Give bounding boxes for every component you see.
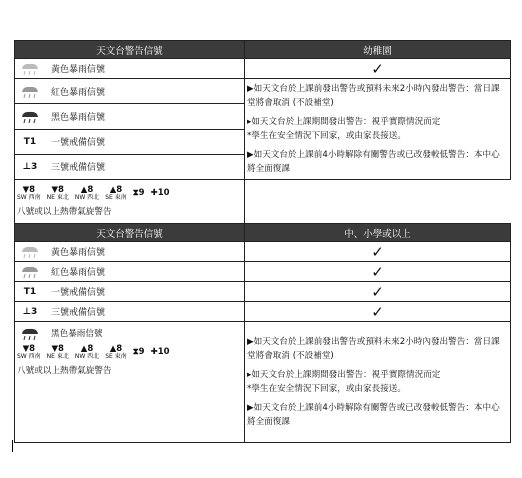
table2-row-t3 (15, 302, 245, 322)
table1-row-yellow (15, 59, 245, 79)
table2-row-red (15, 262, 245, 282)
table2-black-label: 黑色暴雨信號 (51, 328, 103, 339)
tc10-icon: ✚10 (150, 347, 170, 357)
t3-signal-icon: ⊥3 (22, 161, 38, 172)
table1-row-tc8 (15, 180, 245, 224)
warning-tables (14, 40, 511, 443)
t1-signal-icon: T1 (23, 136, 37, 147)
table1-row-red (15, 79, 245, 104)
table1-note-resume: ▶如天文台於上課前4小時解除有關警告或已改發較低警告：本中心將全面復課 (247, 150, 500, 174)
table1-note-during: ▸如天文台於上課期間發出警告：視乎實際情況而定 (247, 117, 441, 127)
table2-note-resume: ▶如天文台於上課前4小時解除有關警告或已改發較低警告：本中心將全面復課 (247, 403, 500, 427)
table2-status: ✓ (245, 242, 511, 262)
tc9-icon: ⧗9 (132, 347, 145, 357)
table1-row-label: 三號戒備信號 (51, 163, 106, 174)
table2-row-yellow (15, 242, 245, 262)
table2-header-level: 中、小學或以上 (245, 224, 511, 242)
tc8-sw-icon: ▼8 SW 西南 (17, 185, 41, 201)
tc9-icon: ⧗9 (132, 188, 145, 198)
table1-tc-label: 八號或以上熱帶氣旋警告 (17, 207, 112, 217)
yellow-rainstorm-icon (19, 61, 41, 76)
kindergarten-table (14, 40, 511, 443)
table1-status: ✓ (245, 59, 511, 79)
table1-header-signal: 天文台警告信號 (15, 41, 245, 59)
t1-signal-icon: T1 (23, 286, 37, 297)
table1-row-t1 (15, 129, 245, 154)
table2-status: ✓ (245, 302, 511, 322)
tc8-se-icon: ▲8 SE 東南 (105, 185, 127, 201)
table2-status: ✓ (245, 282, 511, 302)
table2-row-label: 一號戒備信號 (51, 288, 106, 298)
table1-note-safety: *學生在安全情況下回家，或由家長接送。 (247, 131, 406, 141)
tc-signal-icons (17, 186, 242, 201)
tc8-sw-icon: ▼8 SW 西南 (17, 344, 41, 360)
table1-row-black (15, 104, 245, 129)
table2-row-label: 黃色暴雨信號 (51, 248, 106, 258)
tc8-ne-icon: ▼8 NE 東北 (46, 185, 69, 201)
text-cursor (12, 440, 13, 452)
table1-row-label: 紅色暴雨信號 (51, 87, 106, 98)
table2-notes (245, 322, 511, 443)
table1-notes (245, 79, 511, 180)
tc-signal-icons (17, 345, 242, 360)
table2-note-during: ▸如天文台於上課期間發出警告：視乎實際情況而定 (247, 370, 441, 380)
table1-row-label: 黑色暴雨信號 (51, 112, 106, 123)
table2-row-black-tc (15, 322, 245, 443)
table2-status: ✓ (245, 262, 511, 282)
tc10-icon: ✚10 (150, 188, 170, 198)
t3-signal-icon: ⊥3 (22, 306, 38, 317)
red-rainstorm-icon (19, 84, 41, 99)
red-rainstorm-icon (19, 264, 41, 279)
table2-note-cancel: ▶如天文台於上課前發出警告或預料未來2小時內發出警告：當日課堂將會取消 (不設補堂) (247, 337, 500, 361)
table2-note-safety: *學生在安全情況下回家，或由家長接送。 (247, 384, 406, 394)
black-rainstorm-icon (19, 326, 41, 341)
table1-row-label: 一號戒備信號 (51, 138, 106, 149)
table1-header-level: 幼稚園 (245, 41, 511, 59)
tc8-se-icon: ▲8 SE 東南 (105, 344, 127, 360)
table2-row-label: 三號戒備信號 (51, 308, 106, 318)
table2-header-signal: 天文台警告信號 (15, 224, 245, 242)
tc8-nw-icon: ▲8 NW 西北 (74, 185, 100, 201)
table1-row-t3 (15, 154, 245, 179)
yellow-rainstorm-icon (19, 244, 41, 259)
table1-note-cancel: ▶如天文台於上課前發出警告或預料未來2小時內發出警告：當日課堂將會取消 (不設補堂) (247, 84, 500, 108)
table2-row-label: 紅色暴雨信號 (51, 268, 106, 278)
black-rainstorm-icon (19, 109, 41, 124)
tc8-ne-icon: ▼8 NE 東北 (46, 344, 69, 360)
table2-tc-label: 八號或以上熱帶氣旋警告 (17, 366, 112, 376)
table2-row-t1 (15, 282, 245, 302)
tc8-nw-icon: ▲8 NW 西北 (74, 344, 100, 360)
table1-row-label: 黃色暴雨信號 (51, 65, 106, 75)
